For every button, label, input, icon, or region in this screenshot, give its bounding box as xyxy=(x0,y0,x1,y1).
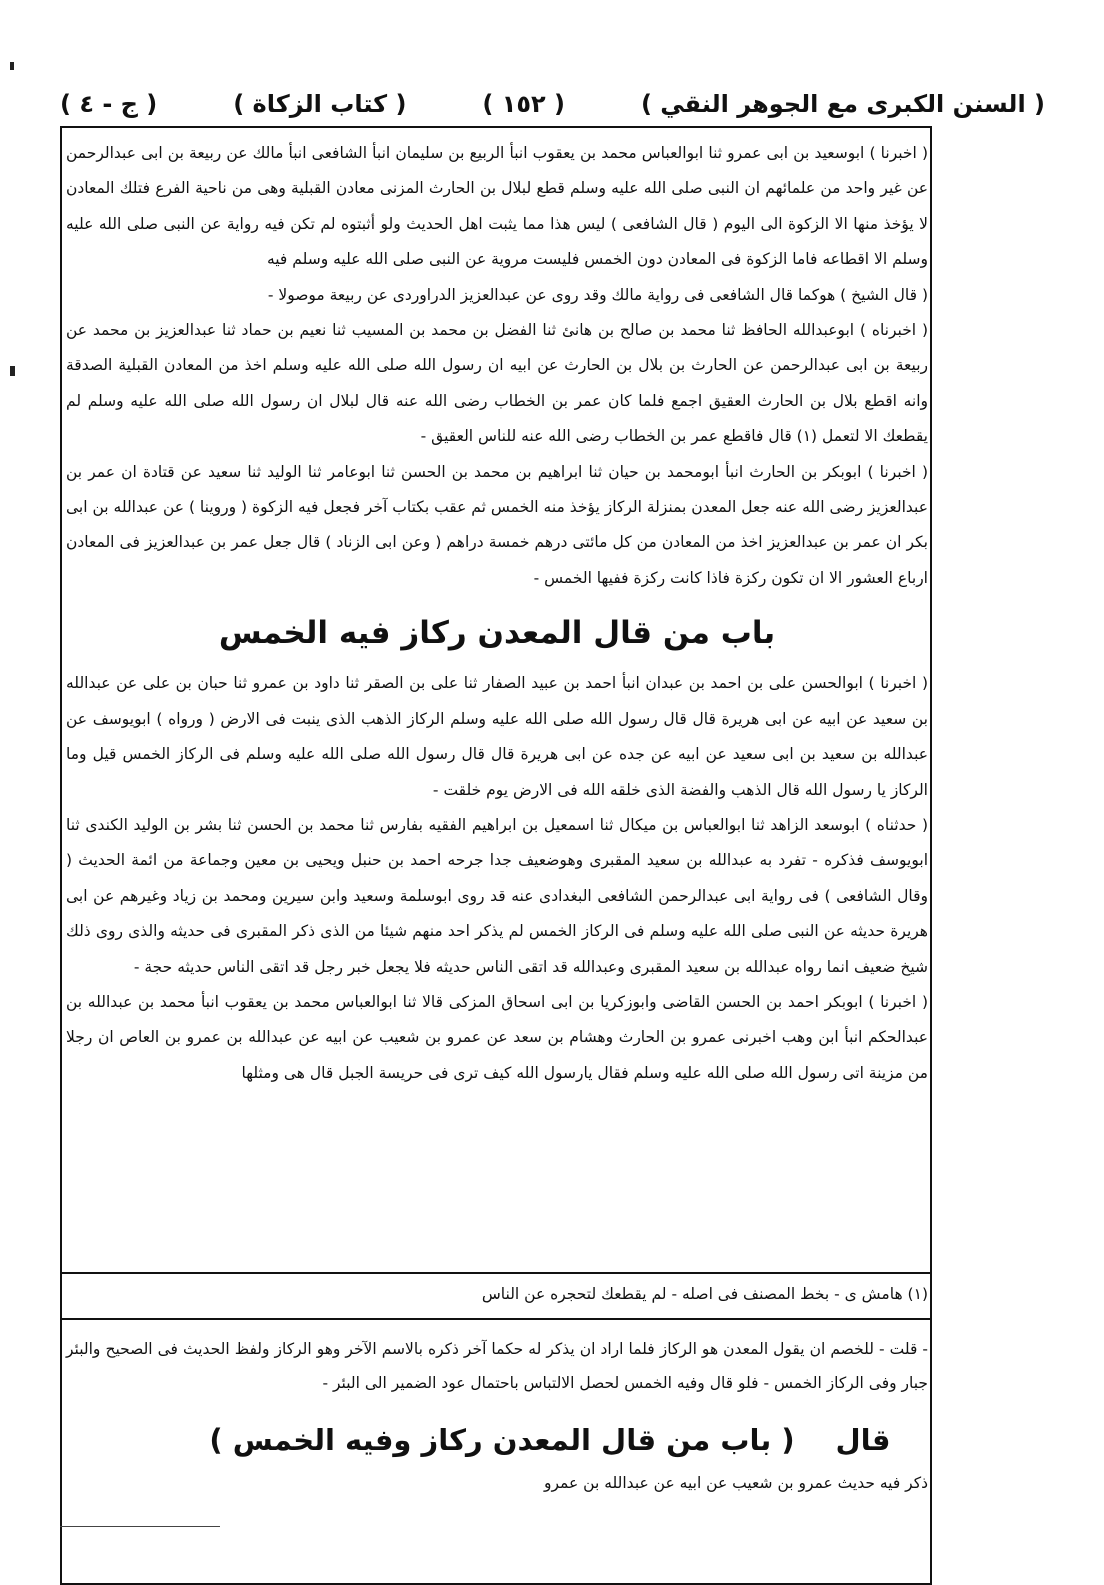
running-head xyxy=(60,84,1045,124)
scan-mark xyxy=(10,62,14,70)
chapter-heading: باب من قال المعدن ركاز فيه الخمس xyxy=(218,615,776,652)
book-title: ( السنن الكبرى مع الجوهر النقي ) xyxy=(640,90,1045,118)
paragraph: ( قال الشيخ ) هوكما قال الشافعى فى رواية مالك وقد روى عن عبدالعزيز الدراوردى عن ربيعة موصولا - xyxy=(267,285,928,304)
volume-number: ( ج - ٤ ) xyxy=(60,90,158,118)
commentary-divider xyxy=(60,1318,932,1320)
main-text xyxy=(66,136,928,1268)
commentary-heading xyxy=(66,1414,928,1466)
section-title: ( كتاب الزكاة ) xyxy=(233,90,407,118)
qala-label: قال xyxy=(835,1423,891,1457)
paragraph: ( اخبرناه ) ابوعبدالله الحافظ ثنا محمد بن صالح بن هانئ ثنا الفضل بن محمد بن المسيب ثنا نعيم بن حماد ثنا عبدالعزيز بن محمد عن ربيعة بن ابى عبدالرحمن عن الحارث بن بلال بن الحارث عن ابيه ان رسول الله صلى الله عليه وسلم اخذ من المعادن القبلية الصدقة وانه اقطع بلال بن الحارث العقيق اجمع فلما كان عمر بن الخطاب رضى الله عنه قال لبلال ان رسول الله صلى الله عليه وسلم لم يقطعك الا لتعمل (١) قال فاقطع عمر بن الخطاب رضى الله عنه للناس العقيق - xyxy=(66,321,928,446)
scan-mark xyxy=(10,366,15,376)
footnote: (١) هامش ى - بخط المصنف فى اصله - لم يقطعك لتحجره عن الناس xyxy=(481,1285,928,1303)
commentary-note: - قلت - للخصم ان يقول المعدن هو الركاز فلما اراد ان يذكر له حكما آخر ذكره بالاسم الآخر وهو الركاز ولفظ الحديث فى الصحيح والبئر جبار وفى الركاز الخمس - فلو قال وفيه الخمس لحصل الالتباس باحتمال عود الضمير الى البئر - xyxy=(66,1340,928,1392)
page-bottom-edge xyxy=(60,1526,220,1539)
commentary-chapter-title: ( باب من قال المعدن ركاز وفيه الخمس ) xyxy=(209,1423,795,1457)
paragraph: ( حدثناه ) ابوسعد الزاهد ثنا ابوالعباس بن ميكال ثنا اسمعيل بن ابراهيم الفقيه بفارس ثنا محمد بن الحسن ثنا بشر بن الوليد الكندى ثنا ابويوسف فذكره - تفرد به عبدالله بن سعيد المقبرى وهوضعيف جدا جرحه احمد بن حنبل ويحيى بن معين وجماعة من ائمة الحديث ( وقال الشافعى ) فى رواية ابى عبدالرحمن الشافعى البغدادى عنه قد روى ابوسلمة وسعيد وابن سيرين ومحمد بن زياد وغيرهم عن ابى هريرة حديثه عن النبى صلى الله عليه وسلم فى الركاز الخمس لم يذكر احد منهم شيئا من الذى ذكر المقبرى فى حديثه والذى روى ذلك شيخ ضعيف انما رواه عبدالله بن سعيد المقبرى وعبدالله قد اتقى الناس حديثه فلا يجعل خبر رجل قد اتقى الناس حديثه حجة - xyxy=(66,815,928,976)
paragraph: ( اخبرنا ) ابوبكر احمد بن الحسن القاضى وابوزكريا بن ابى اسحاق المزكى قالا ثنا ابوالعباس محمد بن يعقوب انبأ محمد بن عبدالله بن عبدالحكم انبأ ابن وهب اخبرنى عمرو بن الحارث وهشام بن سعد عن عمرو بن شعيب عن ابيه عن عبدالله بن عمرو بن العاص ان رجلا من مزينة اتى رسول الله صلى الله عليه وسلم فقال يارسول الله كيف ترى فى حريسة الجبل قال هى ومثلها xyxy=(66,992,928,1082)
paragraph: ( اخبرنا ) ابوسعيد بن ابى عمرو ثنا ابوالعباس محمد بن يعقوب انبأ الربيع بن سليمان انبأ الشافعى انبأ مالك عن ربيعة بن ابى عبدالرحمن عن غير واحد من علمائهم ان النبى صلى الله عليه وسلم قطع لبلال بن الحارث المزنى معادن القبلية وهى من ناحية الفرع فتلك المعادن لا يؤخذ منها الا الزكوة الى اليوم ( قال الشافعى ) ليس هذا مما يثبت اهل الحديث ولو أثبتوه لم تكن فيه رواية عن النبى صلى الله عليه وسلم الا اقطاعه فاما الزكوة فى المعادن دون الخمس فليست مروية عن النبى صلى الله عليه وسلم فيه xyxy=(66,144,928,269)
paragraph: ( اخبرنا ) ابوالحسن على بن احمد بن عبدان انبأ احمد بن عبيد الصفار ثنا على بن الصقر ثنا داود بن عمرو ثنا حبان بن على عن عبدالله بن سعيد عن ابيه عن ابى هريرة قال قال رسول الله صلى الله عليه وسلم الركاز الذهب الذى ينبت فى الارض ( ورواه ) ابويوسف عن عبدالله بن سعيد بن ابى سعيد عن ابيه عن جده عن ابى هريرة قال قال رسول الله صلى الله عليه وسلم فى الركاز الخمس قيل وما الركاز يا رسول الله قال الذهب والفضة الذى خلقه الله فى الارض يوم خلقت - xyxy=(66,674,928,799)
paragraph: ( اخبرنا ) ابوبكر بن الحارث انبأ ابومحمد بن حيان ثنا ابراهيم بن محمد بن الحسن ثنا ابوعامر ثنا الوليد ثنا سعيد عن قتادة ان عمر بن عبدالعزيز رضى الله عنه جعل المعدن بمنزلة الركاز يؤخذ منه الخمس ثم عقب بكتاب آخر فجعل فيه الزكوة ( وروينا ) عن عبدالله بن ابى بكر ان عمر بن عبدالعزيز اخذ من المعادن من كل مائتى درهم خمسة دراهم ( وعن ابى الزناد ) قال جعل عمر بن عبدالعزيز فى المعادن ارباع العشور الا ان تكون ركزة فاذا كانت ركزة ففيها الخمس - xyxy=(66,462,928,587)
commentary-last-line: ذكر فيه حديث عمرو بن شعيب عن ابيه عن عبدالله بن عمرو xyxy=(544,1474,928,1492)
jawhar-commentary xyxy=(66,1332,928,1532)
page-number: ( ١٥٢ ) xyxy=(482,90,565,118)
footnote-divider xyxy=(60,1272,932,1274)
